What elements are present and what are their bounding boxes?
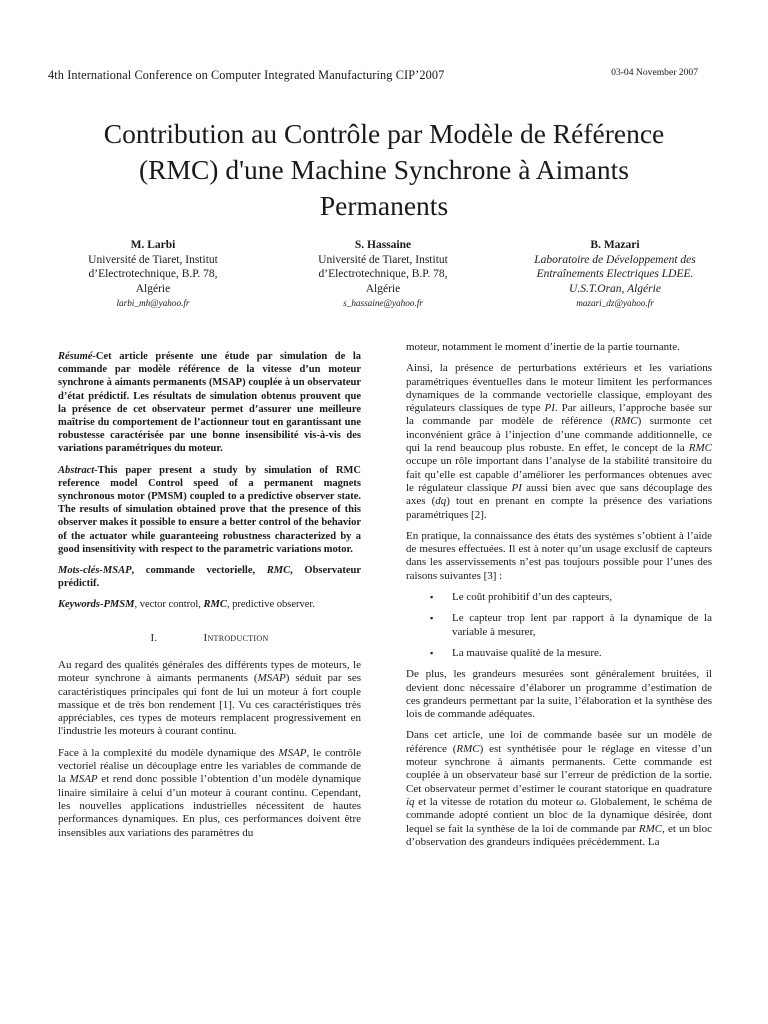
- bullet-item: ▪ La mauvaise qualité de la mesure.: [406, 647, 712, 660]
- author-affiliation-3: Algérie: [365, 282, 401, 295]
- resume-text: Cet article présente une étude par simulation de la commande par modèle référence de la vitesse d’un moteur synchrone à aimants permanents (MSAP) couplée à un observateur d’état prédictif. Les résultats de simulation obtenus prouvent que la présence de cet observateur permet d’assurer une meilleure maîtrise du comportement de l’actionneur tout en garantissant une robustesse caractérisée par une bonne insensibilité vis-à-vis des variations paramétriques du moteur.: [58, 351, 361, 455]
- right-paragraph-0: moteur, notamment le moment d’inertie de la partie tournante.: [406, 341, 680, 353]
- bullet-item: ▪ Le coût prohibitif d’un des capteurs,: [406, 591, 712, 604]
- author-affiliation-3: Algérie: [135, 282, 171, 295]
- title-line-3: Permanents: [319, 190, 449, 221]
- keywords-text-b: , predictive observer.: [226, 599, 315, 611]
- author-name: M. Larbi: [130, 239, 176, 251]
- mots-cles-text-a: , commande vectorielle,: [131, 565, 267, 577]
- text-run-italic: dq: [435, 495, 447, 508]
- text-run: et la vitesse de rotation du moteur: [414, 795, 577, 808]
- resume-label: Résumé-: [58, 351, 96, 362]
- text-run-italic: RMC: [638, 822, 663, 835]
- right-paragraph-1: [406, 362, 712, 522]
- section-title: Introduction: [203, 631, 269, 644]
- author-block-larbi: [48, 238, 258, 311]
- text-run-italic: RMC: [456, 742, 480, 755]
- author-email: mazari_dz@yahoo.fr: [576, 298, 654, 308]
- text-run-italic: MSAP: [69, 773, 98, 786]
- right-paragraph-3: De plus, les grandeurs mesurées sont généralement bruitées, il devient donc nécessaire d’élaborer un programme d’estimation de ces grandeurs permettant par la suite, l’élaboration et la synthèse des lois de commande adéquates.: [406, 668, 712, 721]
- text-run: ) est synthétisée pour le réglage en vitesse d’un moteur synchrone à aimants permanents. Cette commande est couplée à un observateur basé sur l’erreur de prédiction de la sortie. Cet observateur permet d’estimer le courant statorique en quadrature: [406, 742, 712, 795]
- right-paragraph-4: [406, 729, 712, 849]
- bullet-list: [406, 591, 712, 660]
- author-name: S. Hassaine: [354, 239, 412, 251]
- text-run: Dans cet article, une loi de commande basée sur un modèle de référence (: [406, 729, 712, 755]
- text-run: Ainsi, la présence de perturbations extérieurs et les variations paramétriques éventuelles dans le moteur limitent les performances dynamiques de la commande vectorielle classique, employant des régulateurs classiques de type: [406, 362, 712, 415]
- abstract-paragraph: [58, 464, 361, 556]
- keywords-rmc: RMC: [203, 599, 227, 611]
- mots-cles-rmc: RMC: [266, 565, 291, 577]
- left-column: [58, 350, 361, 848]
- author-email: larbi_mh@yahoo.fr: [116, 298, 190, 308]
- text-run-italic: PI: [544, 402, 555, 415]
- text-run: aussi bien avec que sans découplage des axes (: [406, 481, 712, 508]
- text-run: , et un bloc d’observation des grandeurs indiquées précédemment. La: [406, 822, 712, 848]
- right-paragraph-2: En pratique, la connaissance des états des systèmes s’obtient à l’aide de mesures effectuées. Il est à noter qu’un usage exclusif de capteurs dans les asservissements n’est pas toujours possible pour l’unes des raisons suivantes [3] :: [406, 529, 712, 582]
- text-run-italic: MSAP: [257, 672, 286, 685]
- author-block-mazari: [510, 238, 720, 311]
- author-affiliation-1: Laboratoire de Développement des: [534, 253, 696, 266]
- keywords-paragraph: [58, 598, 361, 611]
- bullet-item: ▪ Le capteur trop lent par rapport à la dynamique de la variable à mesurer,: [406, 612, 712, 639]
- math-symbol-omega: ω: [576, 795, 584, 808]
- keywords-label: Keywords-PMSM: [58, 599, 135, 611]
- author-name: B. Mazari: [590, 239, 640, 251]
- author-affiliation-1: Université de Tiaret, Institut: [318, 253, 448, 266]
- text-run: occupe un rôle important dans l’analyse de la stabilité transitoire du fait qu’elle est capable d’améliorer les performances obtenues avec le régulateur classique: [406, 455, 712, 494]
- intro-paragraph-1: [58, 659, 361, 739]
- math-symbol-iq: iq: [406, 795, 415, 808]
- text-run: , le contrôle vectoriel réalise un découplage entre les variables de commande de la: [58, 746, 362, 786]
- text-run-italic: MSAP: [278, 746, 307, 759]
- author-affiliation-3: U.S.T.Oran, Algérie: [569, 282, 661, 295]
- title-line-1: Contribution au Contrôle par Modèle de Référence: [103, 118, 665, 149]
- text-run: ) tout en prenant en compte la présence des variations paramétriques [2].: [406, 495, 712, 521]
- abstract-label: Abstract-: [58, 464, 98, 476]
- text-run: ) séduit par ses caractéristiques principales qui font de lui un moteur à fort couple massique et de très bon rendement [1]. Vu ces caractéristiques très appréciables, ces types de moteurs remplacent progressivement en l'industrie les moteurs à courant continu.: [58, 672, 361, 738]
- intro-paragraph-2: [58, 747, 361, 840]
- text-run: et rend donc possible l’obtention d’un modèle dynamique linaire similaire à celui d’un moteur à courant continu. Cependant, les nouvelles applications industrielles nécessitent de hautes performances dynamiques. En plus, ces performances doivent être insensibles aux variations des paramètres du: [58, 773, 361, 839]
- text-run: ) surmonte cet inconvénient grâce à l’injection d’une commande additionnelle, ce qui la rend beaucoup plus robuste. En effet, le concept de la: [406, 415, 712, 455]
- paper-title: [40, 116, 728, 224]
- conference-header: 4th International Conference on Computer Integrated Manufacturing CIP’2007: [48, 68, 445, 82]
- author-block-hassaine: [278, 238, 488, 311]
- text-run-italic: PI: [511, 481, 522, 494]
- mots-cles-label: Mots-clés-MSAP: [58, 565, 132, 577]
- right-column: [406, 341, 712, 857]
- resume-paragraph: [58, 350, 361, 456]
- mots-cles-paragraph: [58, 564, 361, 590]
- author-email: s_hassaine@yahoo.fr: [343, 298, 423, 308]
- text-run-italic: RMC: [688, 442, 712, 455]
- keywords-text-a: , vector control,: [134, 599, 204, 611]
- conference-date: 03-04 November 2007: [611, 67, 698, 78]
- text-run: Au regard des qualités générales des différents types de moteurs, le moteur synchrone à aimants permanents (: [58, 658, 361, 685]
- text-run: . Par ailleurs, l’approche basée sur la commande par modèle de référence (: [406, 402, 712, 428]
- author-affiliation-2: d’Electrotechnique, B.P. 78,: [88, 268, 218, 280]
- section-heading: [58, 632, 361, 645]
- author-affiliation-1: Université de Tiaret, Institut: [88, 253, 218, 266]
- text-run: . Globalement, le schéma de commande adopté contient un bloc de la dynamique désirée, dont lequel se fait la synthèse de la loi de commande par: [406, 795, 712, 835]
- text-run-italic: RMC: [614, 415, 638, 428]
- section-number: I.: [150, 631, 158, 644]
- author-affiliation-2: d’Electrotechnique, B.P. 78,: [318, 268, 448, 280]
- mots-cles-text-b: , Observateur prédictif.: [58, 565, 362, 590]
- author-affiliation-2: Entraînements Electriques LDEE.: [536, 268, 694, 280]
- text-run: Face à la complexité du modèle dynamique des: [58, 746, 279, 759]
- title-line-2: (RMC) d'une Machine Synchrone à Aimants: [139, 154, 629, 185]
- abstract-text: This paper present a study by simulation of RMC reference model Control speed of a permanent magnets synchronous motor (PMSM) coupled to a predictive observer state. The results of simulation obtained prove that the presence of this observer makes it possible to ensure a better control of the behavior of the actuator while guaranteeing robustness characterized by a good insensitivity with respect to the parametric variations motor.: [58, 464, 361, 555]
